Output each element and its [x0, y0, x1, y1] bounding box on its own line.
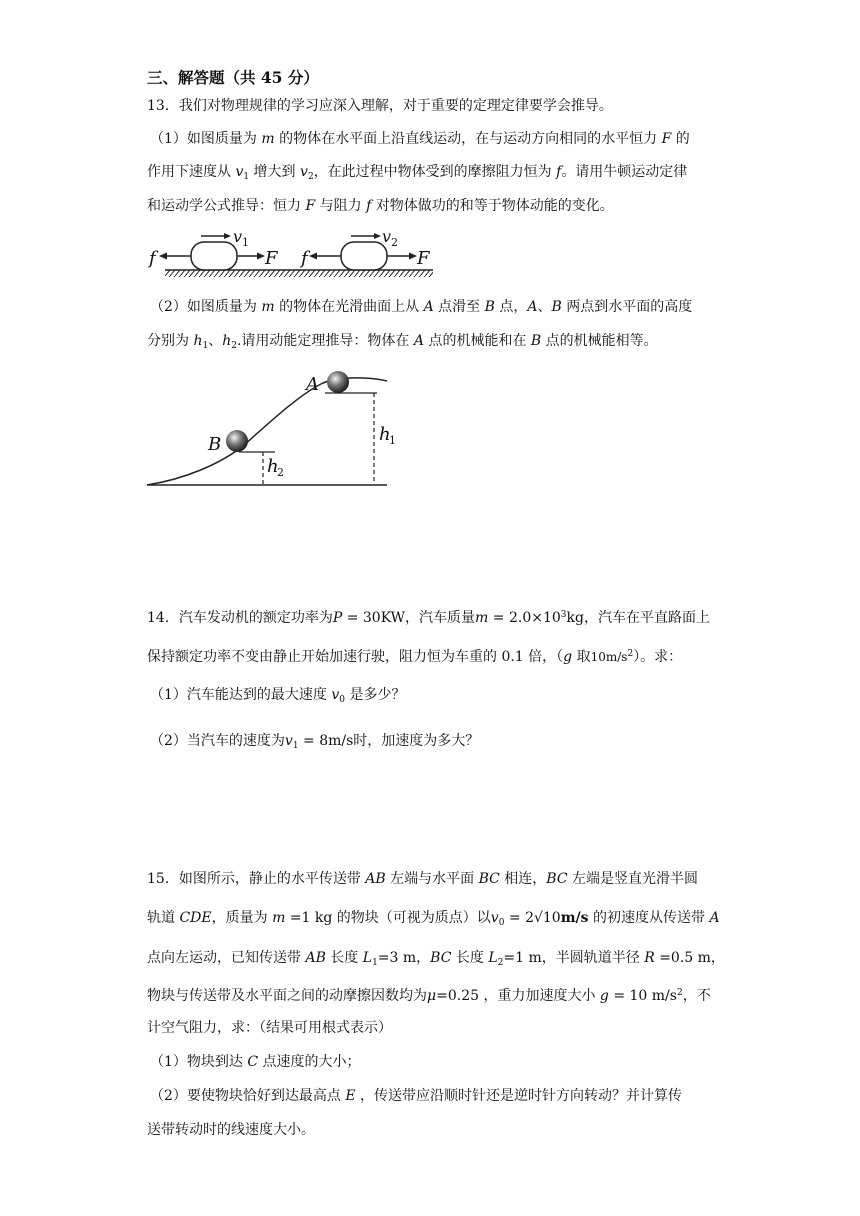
arrow-right-icon — [409, 253, 417, 260]
ball-a — [327, 371, 349, 393]
q15-line2: 轨道 CDE，质量为 m =1 kg 的物块（可视为质点）以$v_0 = 2√10m/s$ 的初速度从传送带 A — [147, 910, 720, 928]
q15-p1: （1）物块到达 C 点速度的大小； — [150, 1054, 361, 1070]
q15-p2-line2: 送带转动时的线速度大小。 — [147, 1122, 315, 1138]
q14-p1: （1）汽车能达到的最大速度 $v_0$ 是多少？ — [150, 687, 406, 705]
label-h1: h — [379, 424, 391, 445]
q13-p1-line3: 和运动学公式推导：恒力 F 与阻力 f 对物体做功的和等于物体动能的变化。 — [147, 198, 614, 214]
label-F1: F — [265, 248, 278, 269]
section-title: 三、解答题（共 45 分） — [147, 68, 319, 87]
q15-line5: 计空气阻力，求：（结果可用根式表示） — [147, 1020, 392, 1036]
label-f2: f — [301, 248, 308, 269]
svg-text:2: 2 — [391, 236, 398, 249]
arrow-left-icon — [309, 253, 317, 260]
q13-p2-line2: 分别为 $h_1$、$h_2$.请用动能定理推导：物体在 A 点的机械能和在 B 点的机械能相等。 — [147, 333, 658, 351]
q13-p1-line2: 作用下速度从 $v_1$ 增大到 $v_2$，在此过程中物体受到的摩擦阻力恒为 f。请用牛顿运动定律 — [147, 164, 688, 182]
velocity-arrow-icon — [224, 233, 231, 239]
label-F2: F — [417, 248, 430, 269]
label-v2: v — [382, 227, 392, 246]
q14-line1: 14．汽车发动机的额定功率为P = 30KW，汽车质量$m = 2.0\times 10^3kg$，汽车在平直路面上 — [147, 610, 710, 626]
q14-line2: 保持额定功率不变由静止开始加速行驶，阻力恒为车重的 0.1 倍，（g 取$10m/s^2$）。求： — [147, 649, 683, 665]
q14-p2: （2）当汽车的速度为$v_1 = 8m/s$时，加速度为多大？ — [150, 733, 480, 751]
q13-p2-line1: （2）如图质量为 m 的物体在光滑曲面上从 A 点滑至 B 点，A、B 两点到水平面的高度 — [150, 299, 693, 315]
label-A: A — [306, 374, 319, 395]
label-B: B — [208, 434, 222, 455]
svg-text:1: 1 — [389, 434, 396, 447]
velocity-arrow-icon — [374, 233, 381, 239]
q13-stem: 13．我们对物理规律的学习应深入理解，对于重要的定理定律要学会推导。 — [147, 98, 613, 114]
arrow-right-icon — [257, 253, 265, 260]
svg-text:2: 2 — [277, 466, 284, 479]
q15-line1: 15．如图所示，静止的水平传送带 AB 左端与水平面 BC 相连，BC 左端是竖直光滑半圆 — [147, 871, 699, 887]
label-v1: v — [233, 227, 243, 246]
q15-line3: 点向左运动，已知传送带 AB 长度 $L_1=3$ m，BC 长度 $L_2=1$ m，半圆轨道半径 R =0.5 m， — [147, 950, 725, 968]
ground-hatch — [165, 270, 433, 277]
q15-p2-line1: （2）要使物块恰好到达最高点 E ，传送带应沿顺时针还是逆时针方向转动？并计算传 — [150, 1088, 683, 1104]
svg-text:1: 1 — [242, 236, 249, 249]
q15-line4: 物块与传送带及水平面之间的动摩擦因数均为μ=0.25 ，重力加速度大小 g = 10 $m/s^2$，不 — [147, 988, 711, 1004]
q13-fig2-slope-diagram — [145, 362, 395, 490]
q13-fig1-force-diagram — [145, 222, 445, 286]
ball-b — [226, 430, 248, 452]
label-h2: h — [267, 456, 279, 477]
q13-p1-line1: （1）如图质量为 m 的物体在水平面上沿直线运动，在与运动方向相同的水平恒力 F 的 — [150, 131, 690, 147]
block-1 — [191, 242, 237, 270]
label-f1: f — [149, 248, 156, 269]
arrow-left-icon — [159, 253, 167, 260]
block-2 — [341, 242, 387, 270]
